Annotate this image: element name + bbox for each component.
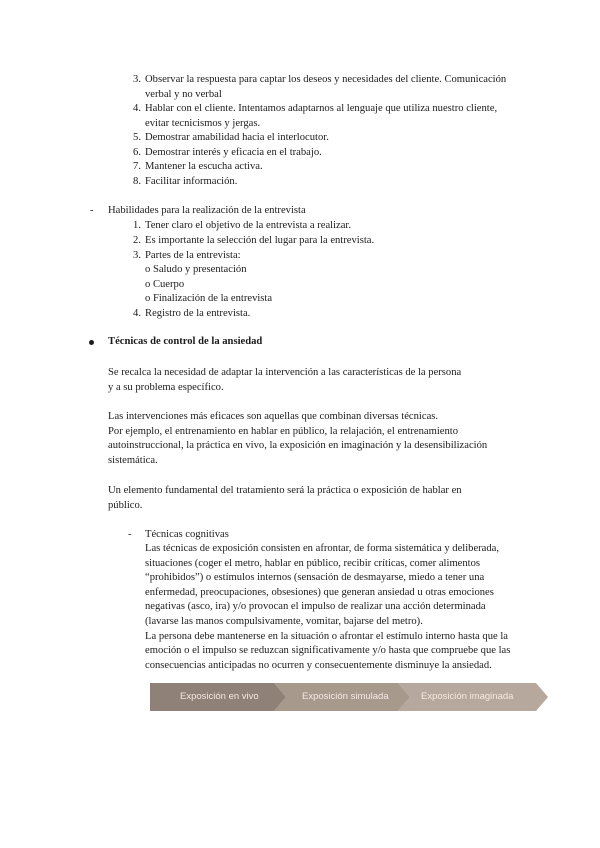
sub-item: o Finalización de la entrevista xyxy=(145,293,273,305)
subsection-title: Técnicas cognitivas xyxy=(145,529,229,540)
paragraph-line: Un elemento fundamental del tratamiento será la práctica o exposición de hablar en xyxy=(108,485,462,496)
list-item-text xyxy=(145,73,506,102)
list-item-line: verbal y no verbal xyxy=(145,88,222,100)
list-number: 7. xyxy=(133,161,141,172)
paragraph-line: “prohibidos”) o estímulos internos (sensación de desmayarse, miedo a tener una xyxy=(145,572,485,584)
paragraph xyxy=(108,484,462,513)
process-step-label: Exposición simulada xyxy=(302,691,389,702)
list-item-line: Observar la respuesta para captar los deseos y necesidades del cliente. Comunicación xyxy=(145,74,507,85)
section-title: Habilidades para la realización de la entrevista xyxy=(108,205,306,216)
process-step-label: Exposición imaginada xyxy=(421,691,514,702)
list-number: 2. xyxy=(133,235,141,246)
list-number: 3. xyxy=(133,250,141,261)
paragraph-line: autoinstruccional, la práctica en vivo, la exposición en imaginación y la desensibilización xyxy=(108,440,488,452)
paragraph-line: (lavarse las manos compulsivamente, vomitar, bajarse del metro). xyxy=(145,615,423,627)
paragraph xyxy=(108,410,487,468)
list-item-line: Hablar con el cliente. Intentamos adaptarnos al lenguaje que utiliza nuestro cliente, xyxy=(145,103,498,114)
bullet-dot-icon xyxy=(89,340,94,345)
list-number: 4. xyxy=(133,308,141,319)
paragraph-line: y a su problema específico. xyxy=(108,381,224,393)
dash-bullet: - xyxy=(90,205,94,216)
list-item-line: Partes de la entrevista: xyxy=(145,250,241,261)
paragraph-line: enfermedad, preocupaciones, obsesiones) que generan ansiedad u otras emociones xyxy=(145,586,494,598)
paragraph-line: negativas (asco, ira) y/o provocan el impulso de realizar una acción determinada xyxy=(145,601,486,613)
list-number: 4. xyxy=(133,103,141,114)
list-item-line: Demostrar amabilidad hacia el interlocutor. xyxy=(145,132,329,143)
list-item-line: Facilitar información. xyxy=(145,176,238,187)
list-number: 1. xyxy=(133,220,141,231)
paragraph-line: sistemática. xyxy=(108,454,158,466)
paragraph-line: emoción o el impulso se reduzcan significativamente y/o hasta que compruebe que las xyxy=(145,645,511,657)
paragraph xyxy=(108,366,461,395)
list-item-text xyxy=(145,102,497,131)
sub-item: o Saludo y presentación xyxy=(145,264,247,275)
paragraph-line: Se recalca la necesidad de adaptar la intervención a las características de la persona xyxy=(108,367,462,378)
cognitivas-body xyxy=(145,542,510,673)
process-step-label: Exposición en vivo xyxy=(180,691,259,702)
paragraph-line: Las intervenciones más eficaces son aquellas que combinan diversas técnicas. xyxy=(108,411,439,422)
list-number: 6. xyxy=(133,147,141,158)
dash-bullet: - xyxy=(128,529,132,540)
list-number: 5. xyxy=(133,132,141,143)
sub-item: o Cuerpo xyxy=(145,278,185,290)
paragraph-line: público. xyxy=(108,499,143,511)
paragraph-line: Las técnicas de exposición consisten en afrontar, de forma sistemática y deliberada, xyxy=(145,543,500,554)
entrevista-parts xyxy=(145,263,272,307)
section-heading: Técnicas de control de la ansiedad xyxy=(108,336,263,347)
paragraph-line: situaciones (coger el metro, hablar en público, recibir críticas, comer alimentos xyxy=(145,557,481,569)
list-number: 3. xyxy=(133,74,141,85)
list-item-line: Mantener la escucha activa. xyxy=(145,161,263,172)
list-number: 8. xyxy=(133,176,141,187)
list-item-line: Tener claro el objetivo de la entrevista a realizar. xyxy=(145,220,352,231)
list-item-line: evitar tecnicismos y jergas. xyxy=(145,117,261,129)
paragraph-line: consecuencias anticipadas no ocurren y consecuentemente disminuye la ansiedad. xyxy=(145,659,492,671)
paragraph-line: La persona debe mantenerse en la situación o afrontar el estímulo interno hasta que la xyxy=(145,630,508,642)
list-item-line: Demostrar interés y eficacia en el trabajo. xyxy=(145,147,322,158)
paragraph-line: Por ejemplo, el entrenamiento en hablar en público, la relajación, el entrenamiento xyxy=(108,425,459,437)
list-item-line: Registro de la entrevista. xyxy=(145,308,251,319)
list-item-line: Es importante la selección del lugar para la entrevista. xyxy=(145,235,375,246)
